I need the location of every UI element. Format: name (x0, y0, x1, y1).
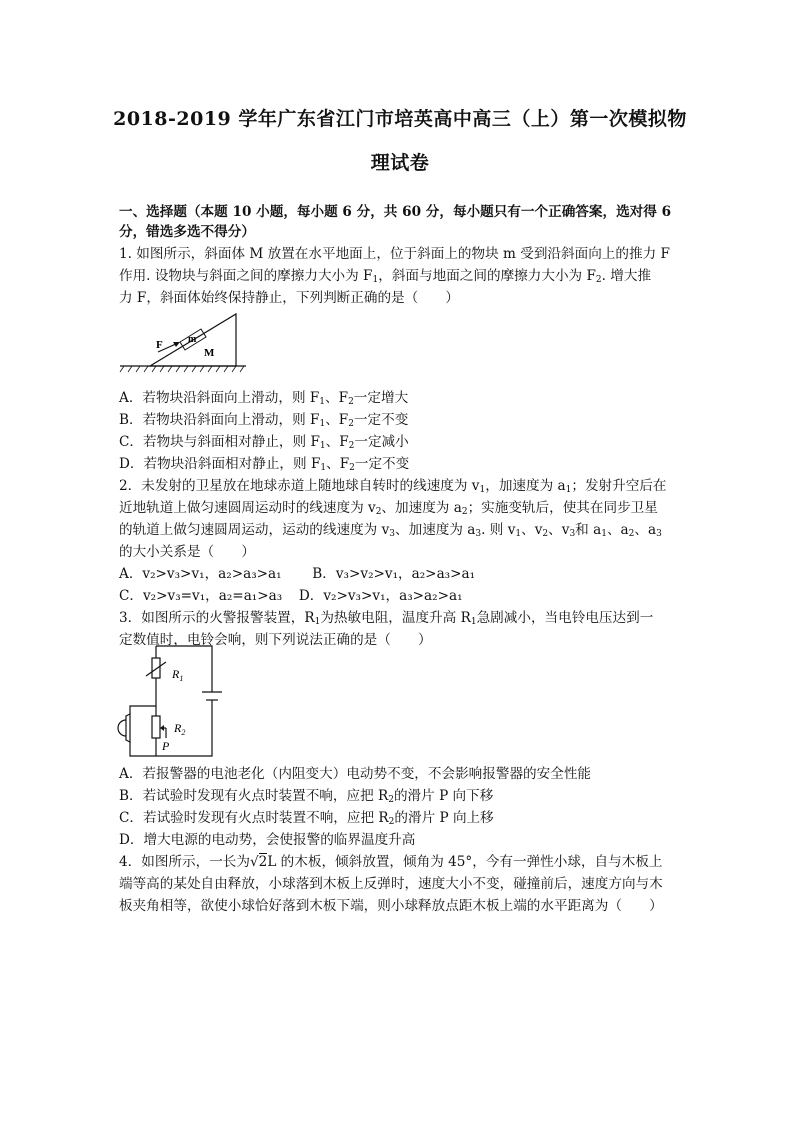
q1-option-a: A．若物块沿斜面向上滑动，则 $F_1$、$F_2$一定增大 (119, 390, 409, 407)
q3-option-c: C．若试验时发现有火点时装置不响，应把 $R_2$的滑片 P 向上移 (119, 810, 494, 827)
q4-stem-line1: 4．如图所示，一长为√2L 的木板，倾斜放置，倾角为 45°，今有一弹性小球，自与木板上 (119, 854, 663, 870)
q3-stem-line2: 定数值时，电铃会响，则下列说法正确的是（ ） (119, 632, 432, 648)
q1-option-d: D．若物块沿斜面相对静止，则 $F_1$、$F_2$一定不变 (119, 456, 410, 473)
q1-option-c: C．若物块与斜面相对静止，则 $F_1$、$F_2$一定减小 (119, 434, 409, 451)
q1-stem-line3: 力 F，斜面体始终保持静止，下列判断正确的是（ ） (119, 290, 460, 306)
q2-option-b: B．v₃>v₂>v₁，a₂>a₃>a₁ (312, 566, 476, 582)
section-header: 一、选择题（本题 10 小题，每小题 6 分，共 60 分，每小题只有一个正确答案，选对得 6 (119, 204, 672, 220)
section-header-cont: 分，错选多选不得分） (119, 224, 255, 240)
q1-stem-line2: 作用. 设物块与斜面之间的摩擦力大小为 $F_1$，斜面与地面之间的摩擦力大小为 $F_2$. 增大推 (119, 268, 652, 285)
q1-incline-figure (118, 312, 248, 378)
q3-fig-label-r2: $R_2$ (174, 721, 186, 737)
q2-options-ab (119, 564, 679, 584)
q2-stem-line3: 的轨道上做匀速圆周运动，运动的线速度为 $v_3$、加速度为 $a_3$. 则 $v_1$、$v_2$、$v_3$和 $a_1$、$a_2$、$a_3$ (119, 522, 662, 539)
q1-option-b: B．若物块沿斜面向上滑动，则 $F_1$、$F_2$一定不变 (119, 412, 409, 429)
q1-fig-label-F: F (156, 339, 163, 351)
q4-stem-line2: 端等高的某处自由释放，小球落到木板上反弹时，速度大小不变，碰撞前后，速度方向与木 (119, 876, 663, 892)
q2-option-d: D．v₂>v₃>v₁，a₃>a₂>a₁ (298, 588, 463, 604)
q3-fig-label-p: P (162, 739, 170, 753)
exam-title-line1: 2018-2019 学年广东省江门市培英高中高三（上）第一次模拟物 (113, 108, 687, 130)
q4-stem-line3: 板夹角相等，欲使小球恰好落到木板下端，则小球释放点距木板上端的水平距离为（ ） (119, 898, 663, 914)
q2-stem-line4: 的大小关系是（ ） (119, 544, 255, 560)
q3-stem-line1: 3．如图所示的火警报警装置，$R_1$为热敏电阻，温度升高 $R_1$急剧减小，当电铃电压达到一 (119, 610, 654, 627)
q2-option-a: A．v₂>v₃>v₁，a₂>a₃>a₁ (119, 566, 282, 582)
q1-fig-label-M: M (204, 347, 215, 359)
q2-stem-line1: 2．未发射的卫星放在地球赤道上随地球自转时的线速度为 $v_1$，加速度为 $a_1$；发射升空后在 (119, 478, 667, 495)
q1-stem-line1: 1. 如图所示，斜面体 M 放置在水平地面上，位于斜面上的物块 m 受到沿斜面向上的推力 F (119, 246, 670, 262)
q2-options-cd (119, 586, 679, 606)
q1-fig-label-m: m (188, 334, 197, 345)
q3-option-d: D．增大电源的电动势，会使报警的临界温度升高 (119, 832, 416, 848)
q2-stem-line2: 近地轨道上做匀速圆周运动时的线速度为 $v_2$、加速度为 $a_2$；实施变轨后，使其在同步卫星 (119, 500, 658, 517)
q3-option-a: A．若报警器的电池老化（内阻变大）电动势不变，不会影响报警器的安全性能 (119, 766, 592, 782)
q3-circuit-figure (112, 640, 232, 762)
exam-title-line2: 理试卷 (370, 152, 430, 174)
q2-option-c: C．v₂>v₃=v₁，a₂=a₁>a₃ (119, 588, 283, 604)
q3-fig-label-r1: $R_1$ (172, 667, 184, 683)
sqrt-symbol: √ (250, 854, 259, 870)
q3-option-b: B．若试验时发现有火点时装置不响，应把 $R_2$的滑片 P 向下移 (119, 788, 494, 805)
